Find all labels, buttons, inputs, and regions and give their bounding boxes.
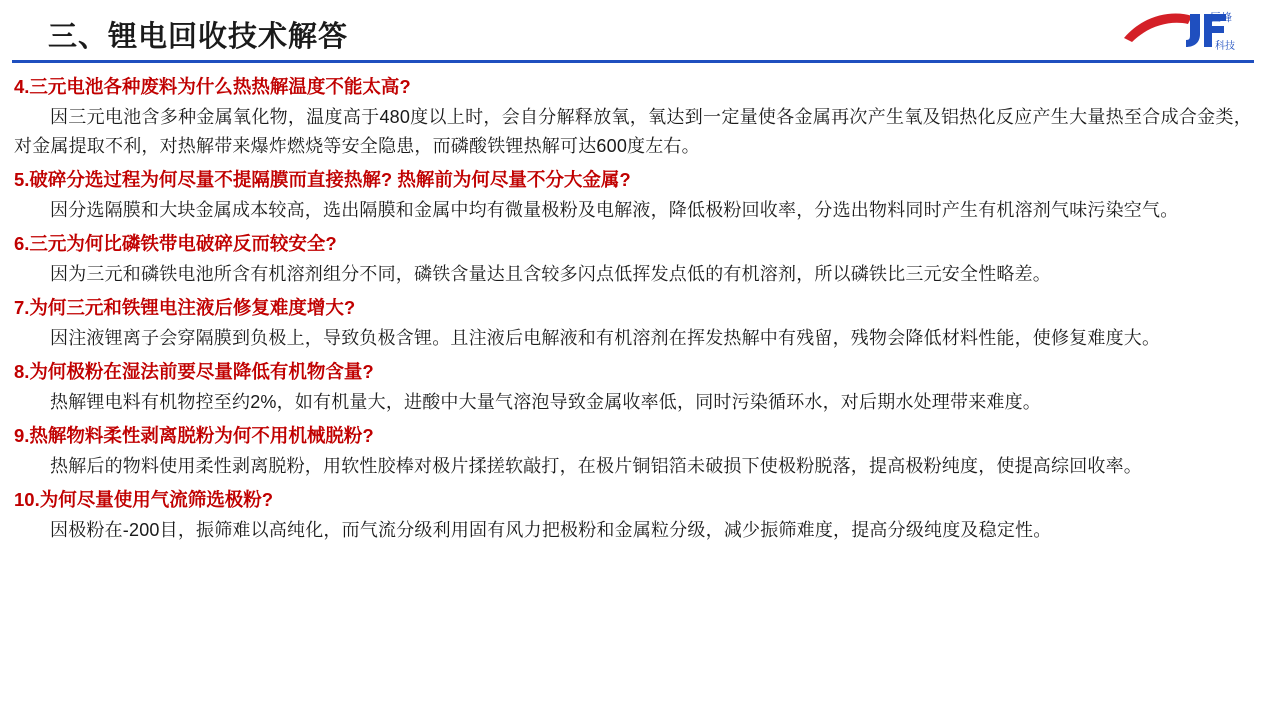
- qa-question: 4.三元电池各种废料为什么热热解温度不能太高?: [14, 76, 411, 97]
- qa-item: [14, 229, 1252, 289]
- qa-content: [0, 64, 1266, 710]
- qa-answer: 热解后的物料使用柔性剥离脱粉，用软性胶棒对极片揉搓软敲打，在极片铜铝箔未破损下使极粉脱落，提高极粉纯度，使提高综回收率。: [50, 456, 1142, 476]
- qa-question: 5.破碎分选过程为何尽量不提隔膜而直接热解? 热解前为何尽量不分大金属?: [14, 169, 631, 190]
- qa-answer: 热解锂电料有机物控至约2%，如有机量大，进酸中大量气溶泡导致金属收率低，同时污染循环水，对后期水处理带来难度。: [50, 392, 1042, 412]
- qa-question: 10.为何尽量使用气流筛选极粉?: [14, 489, 274, 510]
- qa-item: [14, 485, 1252, 545]
- qa-question: 7.为何三元和铁锂电注液后修复难度增大?: [14, 297, 356, 318]
- qa-question: 8.为何极粉在湿法前要尽量降低有机物含量?: [14, 361, 374, 382]
- qa-item: [14, 421, 1252, 481]
- jufeng-tech-logo: [1118, 4, 1250, 54]
- qa-item: [14, 293, 1252, 353]
- qa-answer: 因注液锂离子会穿隔膜到负极上，导致负极含锂。且注液后电解液和有机溶剂在挥发热解中有残留，残物会降低材料性能，使修复难度大。: [50, 328, 1161, 348]
- page-title: 三、锂电回收技术解答: [48, 21, 349, 53]
- qa-item: [14, 72, 1252, 161]
- header-divider: [12, 60, 1254, 63]
- qa-answer: 因极粉在-200目，振筛难以高纯化，而气流分级利用固有风力把极粉和金属粒分级，减少振筛难度，提高分级纯度及稳定性。: [50, 520, 1052, 540]
- qa-item: [14, 357, 1252, 417]
- svg-text:巨峰: 巨峰: [1210, 12, 1232, 24]
- qa-question: 9.热解物料柔性剥离脱粉为何不用机械脱粉?: [14, 425, 374, 446]
- svg-text:科技: 科技: [1215, 41, 1235, 52]
- qa-answer: 因分选隔膜和大块金属成本较高，选出隔膜和金属中均有微量极粉及电解液，降低极粉回收率，分选出物料同时产生有机溶剂气味污染空气。: [50, 200, 1179, 220]
- qa-item: [14, 165, 1252, 225]
- qa-question: 6.三元为何比磷铁带电破碎反而较安全?: [14, 233, 337, 254]
- slide-header: [0, 0, 1266, 62]
- logo-graphic: [1118, 4, 1250, 54]
- qa-answer: 因三元电池含多种金属氧化物，温度高于480度以上时，会自分解释放氧，氧达到一定量使各金属再次产生氧及铝热化反应产生大量热至合成合金类，对金属提取不利，对热解带来爆炸燃烧等安全隐患，而磷酸铁锂热解可达600度左右。: [14, 107, 1252, 156]
- qa-answer: 因为三元和磷铁电池所含有机溶剂组分不同，磷铁含量达且含较多闪点低挥发点低的有机溶剂，所以磷铁比三元安全性略差。: [50, 264, 1051, 284]
